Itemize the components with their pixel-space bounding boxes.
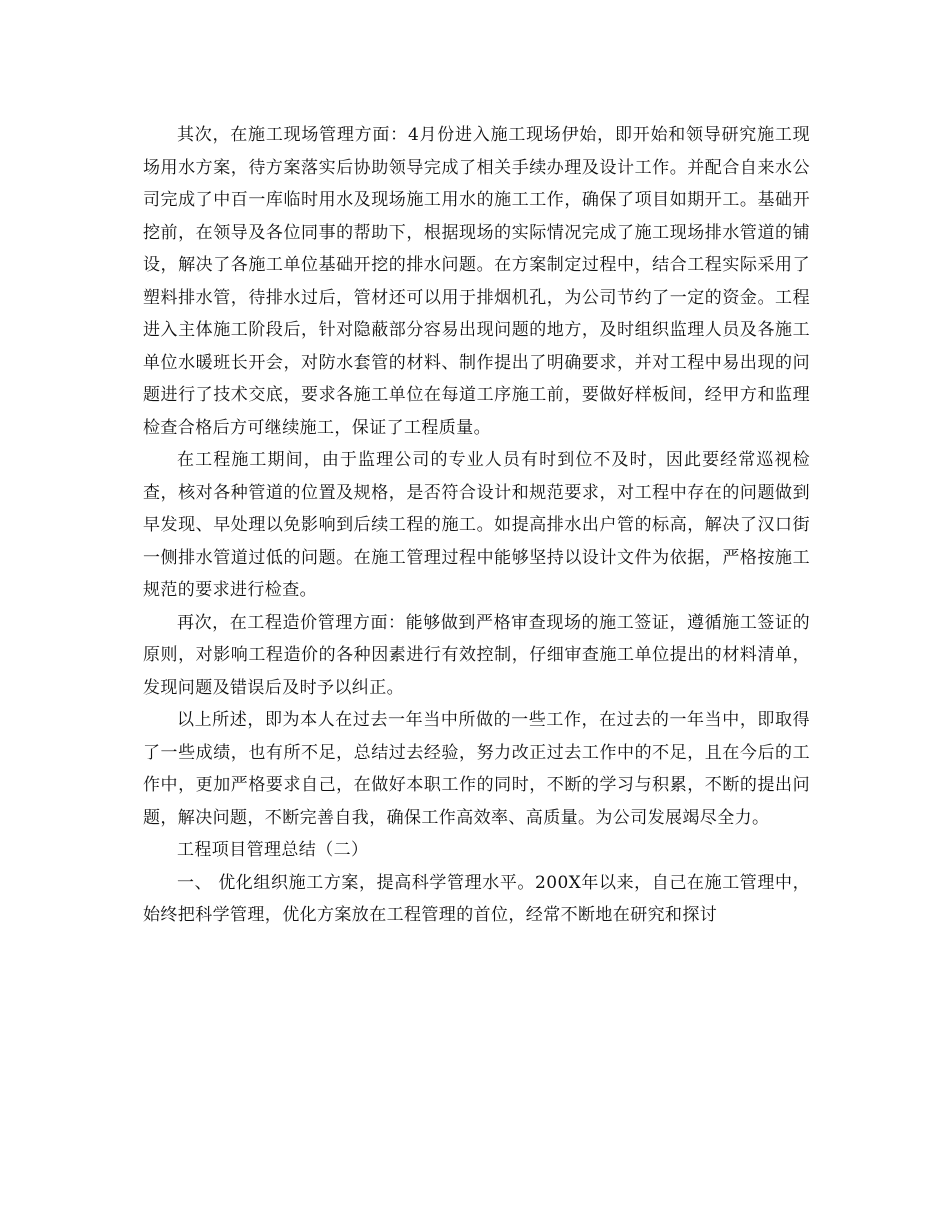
paragraph-optimize-plan: 一、 优化组织施工方案，提高科学管理水平。200X年以来，自己在施工管理中，始终把科学管理，优化方案放在工程管理的首位，经常不断地在研究和探讨: [143, 872, 810, 925]
paragraph-cost-management: 再次，在工程造价管理方面：能够做到严格审查现场的施工签证，遵循施工签证的原则，对影响工程造价的各种因素进行有效控制，仔细审查施工单位提出的材料清单，发现问题及错误后及时予以纠正。: [143, 612, 810, 698]
paragraph-construction-period: 在工程施工期间，由于监理公司的专业人员有时到位不及时，因此要经常巡视检查，核对各种管道的位置及规格，是否符合设计和规范要求，对工程中存在的问题做到早发现、早处理以免影响到后续工程的施工。如提高排水出户管的标高，解决了汉口街一侧排水管道过低的问题。在施工管理过程中能够坚持以设计文件为依据，严格按施工规范的要求进行检查。: [143, 450, 810, 600]
paragraph-site-management: 其次，在施工现场管理方面：4月份进入施工现场伊始，即开始和领导研究施工现场用水方案，待方案落实后协助领导完成了相关手续办理及设计工作。并配合自来水公司完成了中百一库临时用水及现场施工用水的施工工作，确保了项目如期开工。基础开挖前，在领导及各位同事的帮助下，根据现场的实际情况完成了施工现场排水管道的铺设，解决了各施工单位基础开挖的排水问题。在方案制定过程中，结合工程实际采用了塑料排水管，待排水过后，管材还可以用于排烟机孔，为公司节约了一定的资金。工程进入主体施工阶段后，针对隐蔽部分容易出现问题的地方，及时组织监理人员及各施工单位水暖班长开会，对防水套管的材料、制作提出了明确要求，并对工程中易出现的问题进行了技术交底，要求各施工单位在每道工序施工前，要做好样板间，经甲方和监理检查合格后方可继续施工，保证了工程质量。: [143, 125, 810, 438]
paragraph-summary: 以上所述，即为本人在过去一年当中所做的一些工作，在过去的一年当中，即取得了一些成绩，也有所不足，总结过去经验，努力改正过去工作中的不足，且在今后的工作中，更加严格要求自己，在做好本职工作的同时，不断的学习与积累，不断的提出问题，解决问题，不断完善自我，确保工作高效率、高质量。为公司发展竭尽全力。: [143, 710, 810, 828]
document-body: [143, 119, 810, 932]
section-heading: 工程项目管理总结（二）: [177, 840, 369, 860]
